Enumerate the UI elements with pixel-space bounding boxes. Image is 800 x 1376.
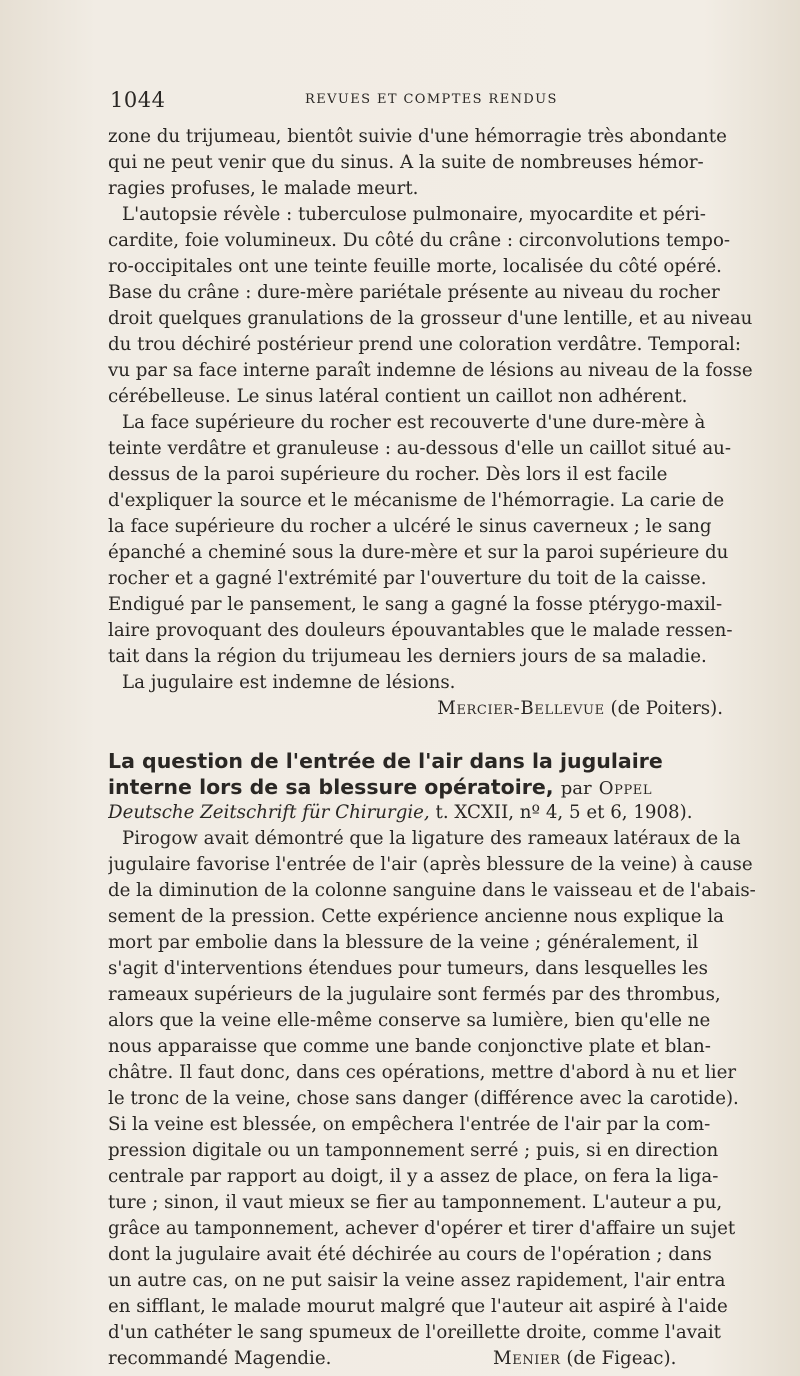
text-line: dessus de la paroi supérieure du rocher. Dès lors il est facile: [108, 464, 668, 485]
text-line: tait dans la région du trijumeau les derniers jours de sa maladie.: [108, 646, 707, 667]
running-head: REVUES ET COMPTES RENDUS: [305, 92, 558, 107]
signature-place: (de Figeac).: [566, 1348, 677, 1369]
text-line: mort par embolie dans la blessure de la veine ; généralement, il: [108, 932, 699, 953]
text-line: de la diminution de la colonne sanguine dans le vaisseau et de l'abais-: [108, 880, 756, 901]
article-title-line: [108, 774, 763, 800]
text-line: qui ne peut venir que du sinus. A la suite de nombreuses hémor-: [108, 152, 704, 173]
text-line: grâce au tamponnement, achever d'opérer et tirer d'affaire un sujet: [108, 1218, 736, 1239]
signature-name: Menier: [493, 1348, 561, 1369]
text-line: d'expliquer la source et le mécanisme de l'hémorragie. La carie de: [108, 490, 725, 511]
section-gap: [108, 722, 763, 748]
text-line: d'un cathéter le sang spumeux de l'oreillette droite, comme l'avait: [108, 1322, 721, 1343]
citation-details: t. XCXII, nº 4, 5 et 6, 1908).: [435, 802, 693, 823]
text-line: droit quelques granulations de la grosseur d'une lentille, et au niveau: [108, 308, 753, 329]
signature-name: Mercier-Bellevue: [437, 698, 605, 719]
article-title-line: La question de l'entrée de l'air dans la jugulaire: [108, 749, 663, 773]
text-line: ture ; sinon, il vaut mieux se fier au tamponnement. L'auteur a pu,: [108, 1192, 723, 1213]
paragraph-autopsy: [108, 202, 763, 410]
text-line: teinte verdâtre et granuleuse : au-dessous d'elle un caillot situé au-: [108, 438, 732, 459]
signature: [108, 696, 763, 722]
journal-name: Deutsche Zeitschrift für Chirurgie,: [108, 802, 430, 823]
text-line: épanché a cheminé sous la dure-mère et sur la paroi supérieure du: [108, 542, 729, 563]
text-line: centrale par rapport au doigt, il y a assez de place, on fera la liga-: [108, 1166, 719, 1187]
article-citation: [108, 800, 763, 826]
text-line: ragies profuses, le malade meurt.: [108, 178, 419, 199]
article-title-text: interne lors de sa blessure opératoire,: [108, 775, 554, 799]
text-line: recommandé Magendie.: [108, 1348, 332, 1369]
article-author: Oppel: [598, 778, 653, 799]
article-by: par: [560, 778, 592, 799]
text-line: un autre cas, on ne put saisir la veine assez rapidement, l'air entra: [108, 1270, 726, 1291]
article-body: [108, 826, 763, 1372]
text-line: s'agit d'interventions étendues pour tumeurs, dans lesquelles les: [108, 958, 708, 979]
last-line-with-signature: [108, 1346, 763, 1372]
page-content: [108, 124, 763, 1372]
text-line: rocher et a gagné l'extrémité par l'ouverture du toit de la caisse.: [108, 568, 707, 589]
text-line: cérébelleuse. Le sinus latéral contient un caillot non adhérent.: [108, 386, 688, 407]
text-line: pression digitale ou un tamponnement serré ; puis, si en direction: [108, 1140, 719, 1161]
paragraph-continuation: [108, 124, 763, 202]
text-line: vu par sa face interne paraît indemne de lésions au niveau de la fosse: [108, 360, 753, 381]
paragraph-rocher: [108, 410, 763, 670]
text-line: châtre. Il faut donc, dans ces opérations, mettre d'abord à nu et lier: [108, 1062, 737, 1083]
text-line: Endigué par le pansement, le sang a gagné la fosse ptérygo-maxil-: [108, 594, 723, 615]
text-line: rameaux supérieurs de la jugulaire sont fermés par des thrombus,: [108, 984, 721, 1005]
text-line: La face supérieure du rocher est recouverte d'une dure-mère à: [122, 412, 706, 433]
text-line: sement de la pression. Cette expérience ancienne nous explique la: [108, 906, 724, 927]
page-number: 1044: [110, 88, 166, 112]
text-line: en sifflant, le malade mourut malgré que l'auteur ait aspiré à l'aide: [108, 1296, 728, 1317]
text-line: L'autopsie révèle : tuberculose pulmonaire, myocardite et péri-: [122, 204, 706, 225]
text-line: Si la veine est blessée, on empêchera l'entrée de l'air par la com-: [108, 1114, 711, 1135]
text-line: Pirogow avait démontré que la ligature des rameaux latéraux de la: [122, 828, 741, 849]
signature-place: (de Poiters).: [610, 698, 723, 719]
page-header: [110, 88, 760, 118]
text-line: alors que la veine elle-même conserve sa lumière, bien qu'elle ne: [108, 1010, 711, 1031]
text-line: le tronc de la veine, chose sans danger (différence avec la carotide).: [108, 1088, 739, 1109]
text-line: nous apparaisse que comme une bande conjonctive plate et blan-: [108, 1036, 711, 1057]
text-line: Base du crâne : dure-mère pariétale présente au niveau du rocher: [108, 282, 720, 303]
text-line: la face supérieure du rocher a ulcéré le sinus caverneux ; le sang: [108, 516, 712, 537]
text-line: zone du trijumeau, bientôt suivie d'une hémorragie très abondante: [108, 126, 727, 147]
text-line: dont la jugulaire avait été déchirée au cours de l'opération ; dans: [108, 1244, 712, 1265]
article-heading: [108, 748, 763, 826]
paragraph-jugulaire: La jugulaire est indemne de lésions.: [122, 672, 456, 693]
text-line: ro-occipitales ont une teinte feuille morte, localisée du côté opéré.: [108, 256, 722, 277]
text-line: laire provoquant des douleurs épouvantables que le malade ressen-: [108, 620, 733, 641]
text-line: cardite, foie volumineux. Du côté du crâne : circonvolutions tempo-: [108, 230, 731, 251]
text-line: jugulaire favorise l'entrée de l'air (après blessure de la veine) à cause: [108, 854, 753, 875]
text-line: du trou déchiré postérieur prend une coloration verdâtre. Temporal:: [108, 334, 741, 355]
